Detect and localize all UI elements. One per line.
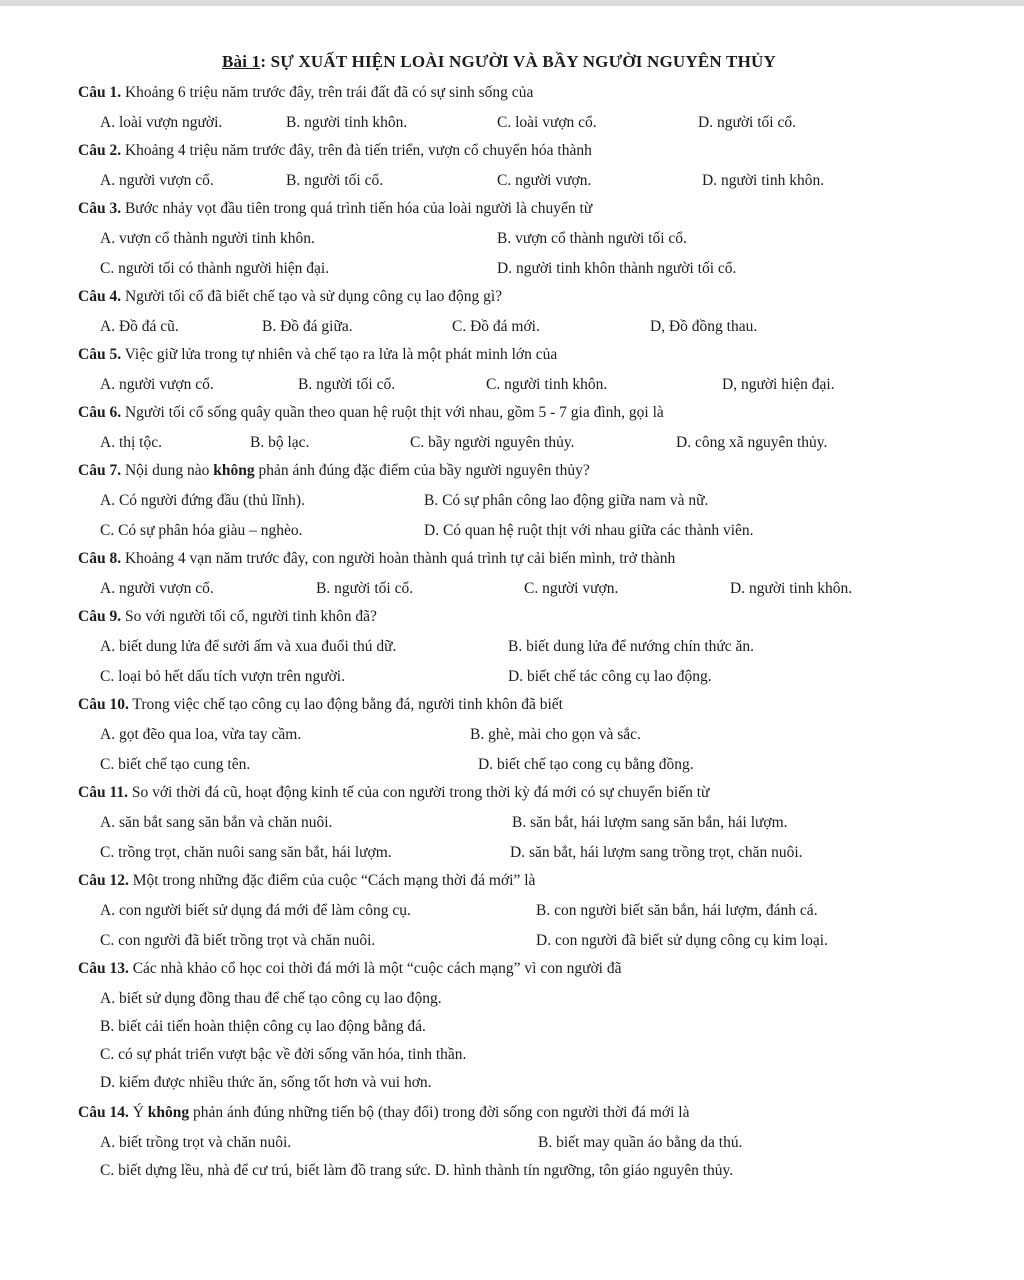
question-12 [78, 872, 535, 890]
top-border [0, 0, 1024, 6]
option-d: D, Đồ đồng thau. [650, 318, 758, 335]
title-lesson-number: Bài 1 [222, 52, 261, 71]
question-stem: Nội dung nào không phản ánh đúng đặc điểm của bầy người nguyên thủy? [121, 462, 590, 479]
question-number: Câu 8. [78, 550, 122, 567]
option-d: D. biết chế tác công cụ lao động. [508, 668, 712, 685]
question-stem: So với người tối cổ, người tinh khôn đã? [121, 608, 377, 625]
option-c: C. người vượn. [524, 580, 619, 597]
option-c: C. người tinh khôn. [486, 376, 608, 393]
option-a: A. người vượn cổ. [100, 376, 214, 393]
question-1 [78, 84, 533, 102]
question-6 [78, 404, 664, 422]
option-b: B. người tinh khôn. [286, 114, 408, 131]
question-number: Câu 2. [78, 142, 122, 159]
question-number: Câu 12. [78, 872, 129, 889]
page-title [222, 52, 776, 72]
option-d: D. công xã nguyên thủy. [676, 434, 828, 451]
question-7 [78, 462, 590, 480]
option-a: A. biết trồng trọt và chăn nuôi. [100, 1134, 292, 1151]
option-a: A. người vượn cổ. [100, 580, 214, 597]
option-b: B. Đồ đá giữa. [262, 318, 353, 335]
question-stem: Các nhà khảo cổ học coi thời đá mới là một “cuộc cách mạng” vì con người đã [128, 960, 622, 977]
option-d: D. người tinh khôn. [702, 172, 825, 189]
option-a: A. loài vượn người. [100, 114, 223, 131]
question-stem: Khoảng 4 triệu năm trước đây, trên đà tiến triển, vượn cổ chuyển hóa thành [121, 142, 592, 159]
question-number: Câu 9. [78, 608, 122, 625]
question-stem: Ý không phản ánh đúng những tiến bộ (thay đổi) trong đời sống con người thời đá mới là [128, 1104, 690, 1121]
option-b: B. biết dung lửa để nướng chín thức ăn. [508, 638, 755, 655]
question-number: Câu 11. [78, 784, 128, 801]
option-b: B. ghè, mài cho gọn và sắc. [470, 726, 641, 743]
option-b: B. người tối cổ. [298, 376, 396, 393]
option-d: D. người tối cổ. [698, 114, 796, 131]
option-d: D. người tinh khôn thành người tối cổ. [497, 260, 737, 277]
option-a: A. biết sử dụng đồng thau để chế tạo công cụ lao động. [100, 990, 442, 1007]
title-text: : SỰ XUẤT HIỆN LOÀI NGƯỜI VÀ BẦY NGƯỜI NGUYÊN THỦY [260, 52, 776, 71]
option-a: A. biết dung lửa để sưởi ấm và xua đuổi thú dữ. [100, 638, 397, 655]
option-b: B. biết cải tiến hoàn thiện công cụ lao động bằng đá. [100, 1018, 426, 1035]
question-9 [78, 608, 377, 626]
emphasis-khong: không [213, 462, 255, 479]
option-c: C. trồng trọt, chăn nuôi sang săn bắt, hái lượm. [100, 844, 392, 861]
option-a: A. thị tộc. [100, 434, 162, 451]
option-d: D. Có quan hệ ruột thịt với nhau giữa các thành viên. [424, 522, 754, 539]
question-stem: So với thời đá cũ, hoạt động kinh tế của con người trong thời kỳ đá mới có sự chuyển biến từ [127, 784, 710, 801]
question-14 [78, 1104, 689, 1122]
option-c: C. bầy người nguyên thủy. [410, 434, 575, 451]
question-stem: Khoảng 6 triệu năm trước đây, trên trái đất đã có sự sinh sống của [121, 84, 534, 101]
question-13 [78, 960, 622, 978]
option-b: B. vượn cổ thành người tối cổ. [497, 230, 687, 247]
question-stem: Trong việc chế tạo công cụ lao động bằng đá, người tinh khôn đã biết [128, 696, 563, 713]
option-d: D. người tinh khôn. [730, 580, 853, 597]
question-number: Câu 6. [78, 404, 122, 421]
question-8 [78, 550, 675, 568]
question-11 [78, 784, 709, 802]
question-10 [78, 696, 563, 714]
question-stem: Người tối cổ đã biết chế tạo và sử dụng công cụ lao động gì? [121, 288, 503, 305]
question-number: Câu 1. [78, 84, 122, 101]
emphasis-khong: không [147, 1104, 190, 1121]
option-c: C. con người đã biết trồng trọt và chăn nuôi. [100, 932, 376, 949]
option-a: A. con người biết sử dụng đá mới để làm công cụ. [100, 902, 411, 919]
question-stem: Việc giữ lửa trong tự nhiên và chế tạo ra lửa là một phát minh lớn của [121, 346, 558, 363]
option-c: C. có sự phát triển vượt bậc về đời sống văn hóa, tinh thần. [100, 1046, 467, 1063]
option-b: B. Có sự phân công lao động giữa nam và nữ. [424, 492, 709, 509]
question-4 [78, 288, 502, 306]
option-c: C. loài vượn cổ. [497, 114, 597, 131]
option-c: C. biết chế tạo cung tên. [100, 756, 251, 773]
option-d: D. con người đã biết sử dụng công cụ kim loại. [536, 932, 828, 949]
question-stem: Bước nhảy vọt đầu tiên trong quá trình tiến hóa của loài người là chuyển từ [121, 200, 593, 217]
option-c: C. Có sự phân hóa giàu – nghèo. [100, 522, 303, 539]
question-stem: Khoảng 4 vạn năm trước đây, con người hoàn thành quá trình tự cải biến mình, trở thành [121, 550, 676, 567]
question-number: Câu 10. [78, 696, 129, 713]
option-c: C. người vượn. [497, 172, 592, 189]
question-number: Câu 5. [78, 346, 122, 363]
option-a: A. gọt đẽo qua loa, vừa tay cầm. [100, 726, 302, 743]
option-a: A. vượn cổ thành người tinh khôn. [100, 230, 315, 247]
option-d: D. săn bắt, hái lượm sang trồng trọt, chăn nuôi. [510, 844, 803, 861]
option-b: B. người tối cổ. [316, 580, 414, 597]
question-number: Câu 14. [78, 1104, 129, 1121]
option-b: B. con người biết săn bắn, hái lượm, đánh cá. [536, 902, 818, 919]
question-number: Câu 3. [78, 200, 122, 217]
option-c: C. Đồ đá mới. [452, 318, 540, 335]
question-number: Câu 13. [78, 960, 129, 977]
option-d: D, người hiện đại. [722, 376, 835, 393]
option-d: D. biết chế tạo cong cụ bằng đồng. [478, 756, 694, 773]
option-a: A. Đồ đá cũ. [100, 318, 179, 335]
option-b: B. người tối cổ. [286, 172, 384, 189]
question-3 [78, 200, 592, 218]
option-a: A. người vượn cổ. [100, 172, 214, 189]
question-number: Câu 7. [78, 462, 122, 479]
question-2 [78, 142, 592, 160]
question-number: Câu 4. [78, 288, 122, 305]
option-b: B. bộ lạc. [250, 434, 310, 451]
option-b: B. biết may quần áo bằng da thú. [538, 1134, 743, 1151]
option-a: A. săn bắt sang săn bắn và chăn nuôi. [100, 814, 333, 831]
option-b: B. săn bắt, hái lượm sang săn bắn, hái lượm. [512, 814, 788, 831]
option-a: A. Có người đứng đầu (thủ lĩnh). [100, 492, 305, 509]
question-stem: Người tối cổ sống quây quần theo quan hệ ruột thịt với nhau, gồm 5 - 7 gia đình, gọi là [121, 404, 664, 421]
option-c: C. loại bỏ hết dấu tích vượn trên người. [100, 668, 345, 685]
question-5 [78, 346, 557, 364]
question-stem: Một trong những đặc điểm của cuộc “Cách mạng thời đá mới” là [128, 872, 536, 889]
option-d: D. kiếm được nhiều thức ăn, sống tốt hơn và vui hơn. [100, 1074, 432, 1091]
option-c-and-d: C. biết dựng lều, nhà để cư trú, biết làm đồ trang sức. D. hình thành tín ngưỡng, tôn giáo nguyên thủy. [100, 1162, 734, 1179]
option-c: C. người tối có thành người hiện đại. [100, 260, 330, 277]
